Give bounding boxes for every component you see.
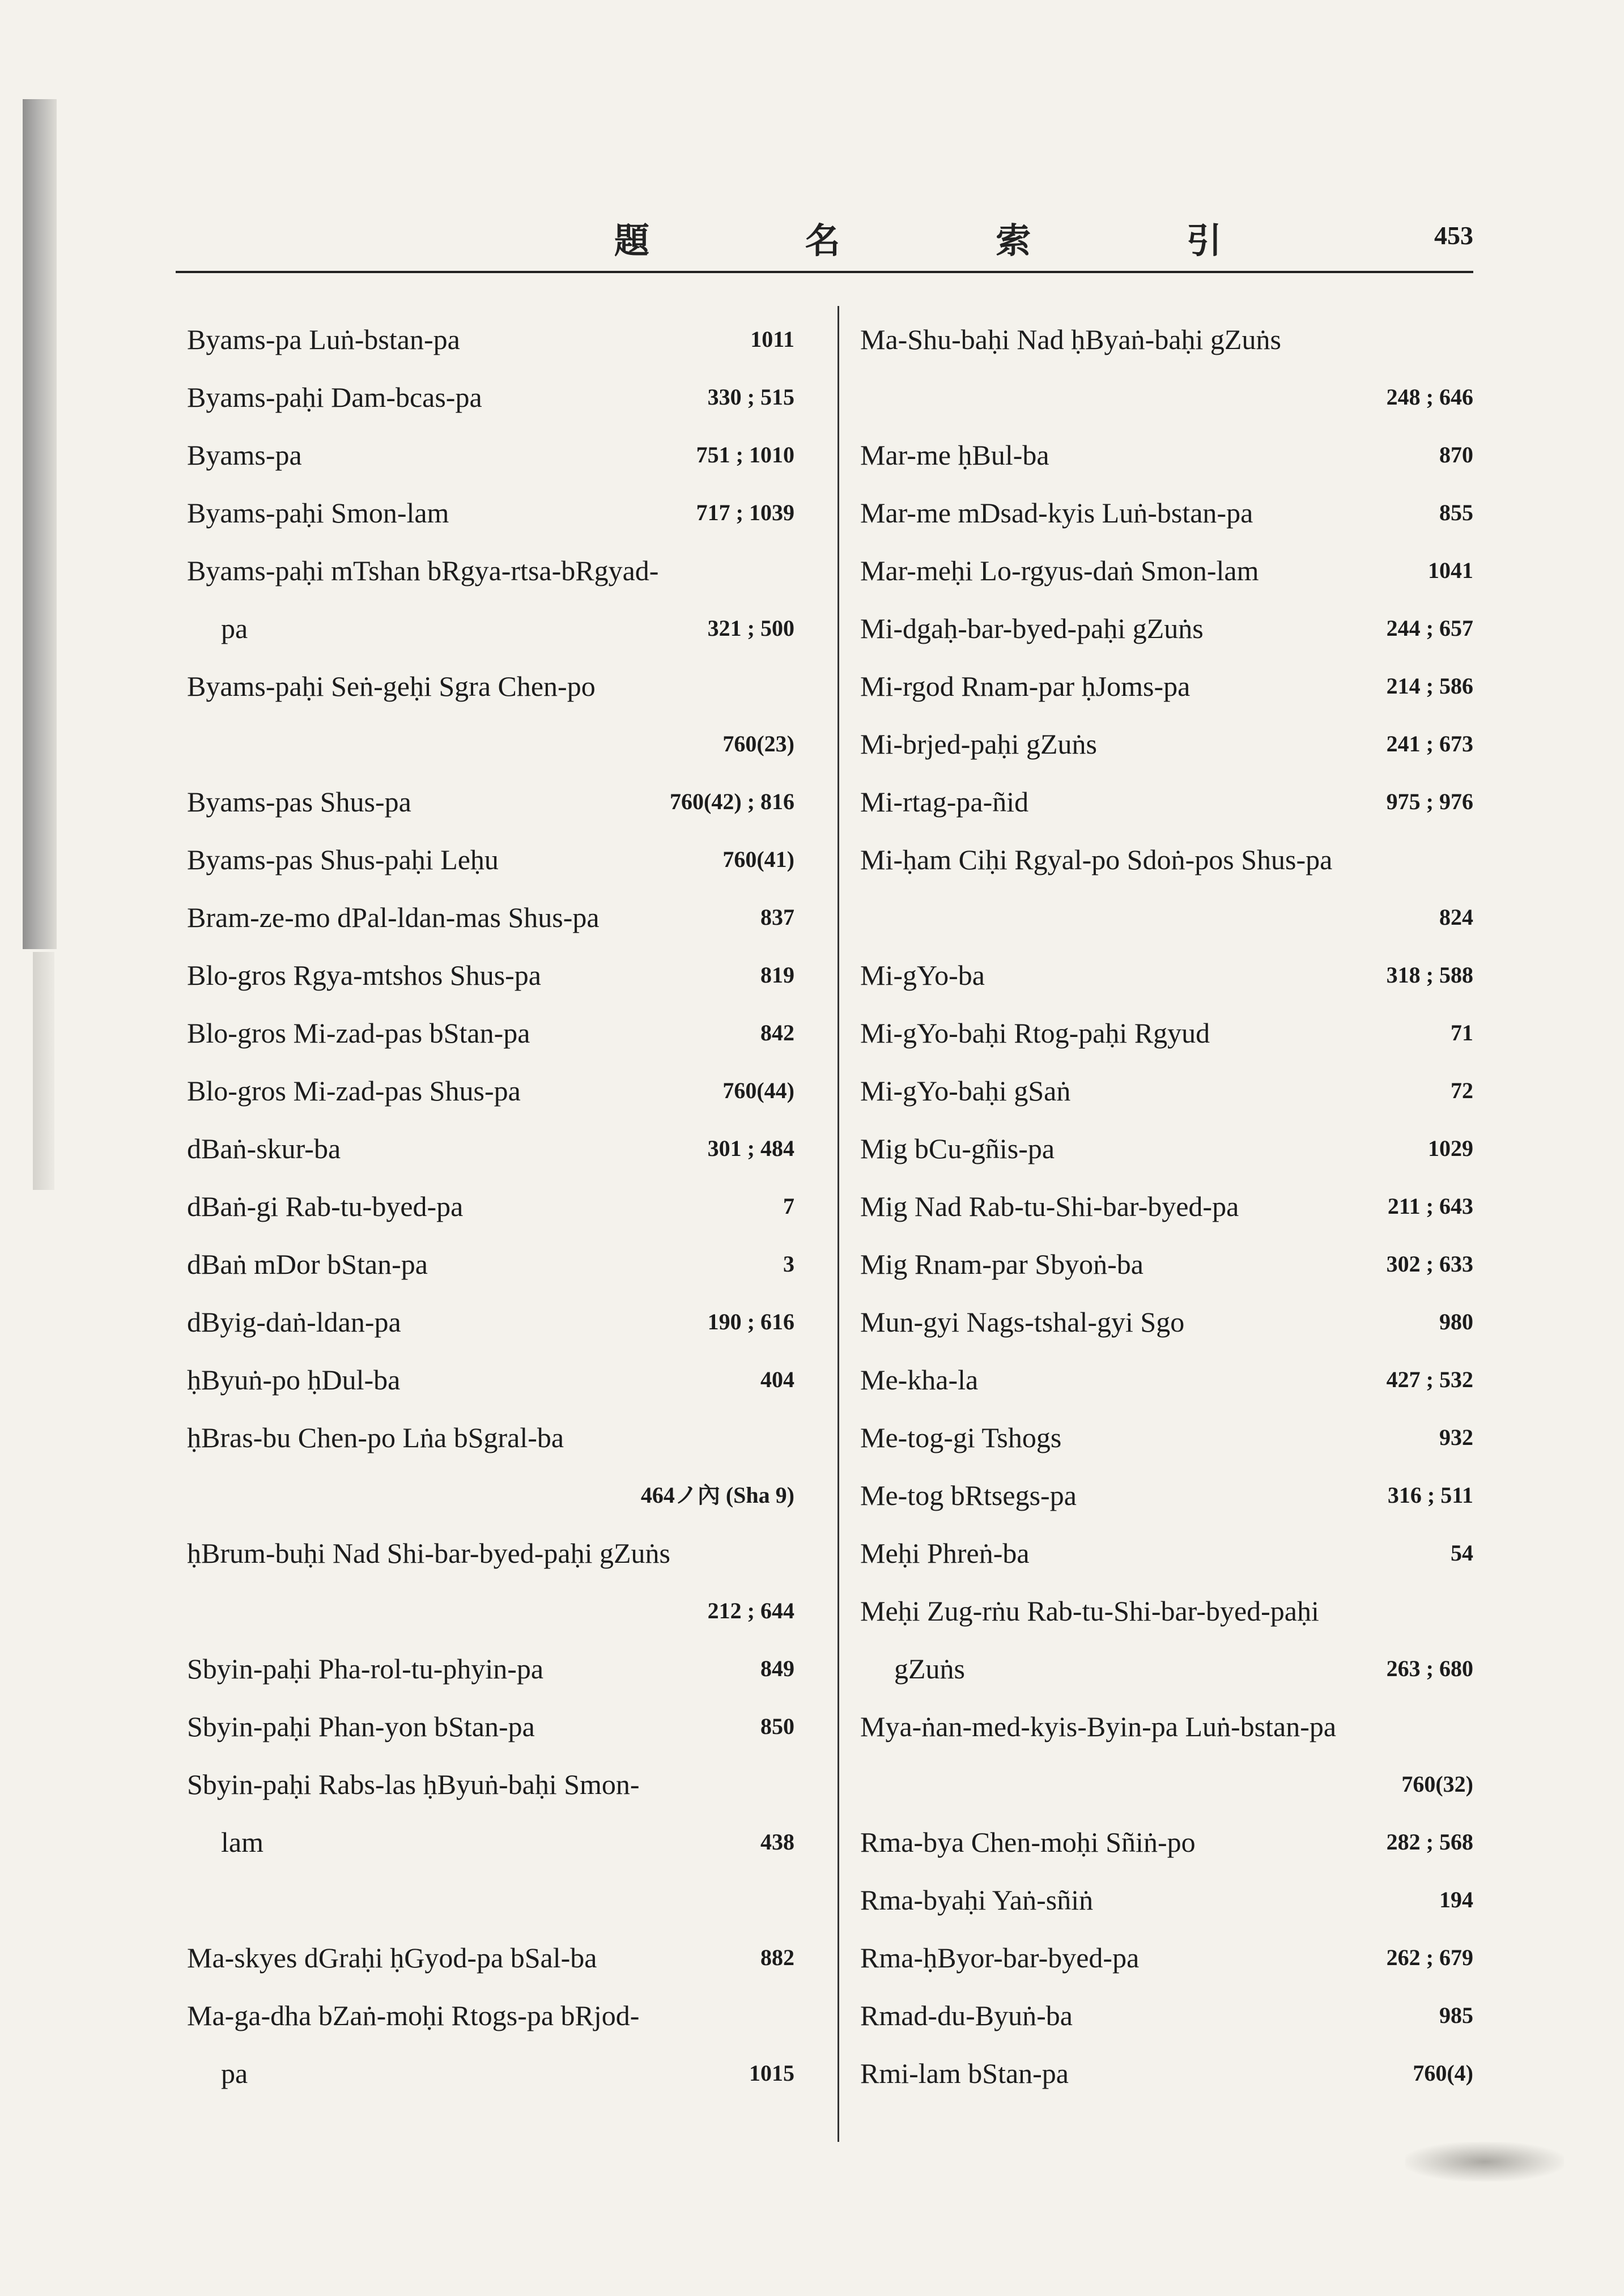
entry-title: dBaṅ-skur-ba xyxy=(187,1133,341,1164)
index-entry xyxy=(860,715,1473,773)
entry-title: pa xyxy=(221,613,248,644)
entry-reference-number: 190 ; 616 xyxy=(707,1309,794,1334)
entry-reference-number: 1041 xyxy=(1428,558,1473,583)
index-entry xyxy=(187,1120,794,1177)
index-entry xyxy=(187,1235,794,1293)
entry-reference-number: 244 ; 657 xyxy=(1386,615,1473,641)
entry-reference-number: 760(32) xyxy=(1401,1771,1473,1797)
entry-reference-number: 850 xyxy=(760,1714,794,1739)
entry-title: Mar-me mDsad-kyis Luṅ-bstan-pa xyxy=(860,497,1253,529)
entry-reference-number: 975 ; 976 xyxy=(1386,789,1473,814)
page-corner-smudge xyxy=(1405,2142,1564,2182)
entry-reference-number: 751 ; 1010 xyxy=(696,442,794,467)
entry-title: Mi-gYo-ba xyxy=(860,959,985,991)
entry-title: dByig-daṅ-ldan-pa xyxy=(187,1306,401,1338)
entry-title: Mig Nad Rab-tu-Shi-bar-byed-pa xyxy=(860,1190,1239,1222)
index-entry-continuation xyxy=(187,2044,794,2102)
entry-title: Ma-skyes dGraḥi ḥGyod-pa bSal-ba xyxy=(187,1942,597,1974)
entry-reference-number: 248 ; 646 xyxy=(1386,384,1473,410)
entry-title: Byams-paḥi Seṅ-geḥi Sgra Chen-po xyxy=(187,670,596,702)
index-entry-continuation xyxy=(187,599,794,657)
entry-title: Me-tog bRtsegs-pa xyxy=(860,1479,1077,1511)
index-entry xyxy=(860,542,1473,599)
index-entry xyxy=(860,1524,1473,1582)
entry-title: Bram-ze-mo dPal-ldan-mas Shus-pa xyxy=(187,902,600,933)
entry-reference-number: 71 xyxy=(1451,1020,1473,1045)
entry-reference-number: 211 ; 643 xyxy=(1387,1193,1473,1219)
index-column-left xyxy=(187,311,794,2102)
index-entry xyxy=(187,946,794,1004)
entry-title: Me-kha-la xyxy=(860,1364,979,1396)
entry-reference-number: 849 xyxy=(760,1656,794,1681)
index-entry xyxy=(187,542,794,599)
entry-reference-number: 321 ; 500 xyxy=(707,615,794,641)
entry-reference-number: 717 ; 1039 xyxy=(696,500,794,525)
entry-title: Rma-bya Chen-moḥi Sñiṅ-po xyxy=(860,1826,1196,1858)
entry-reference-number: 932 xyxy=(1439,1425,1473,1450)
entry-title: Byams-pa xyxy=(187,439,302,471)
entry-reference-number: 985 xyxy=(1439,2002,1473,2028)
entry-title: Sbyin-paḥi Rabs-las ḥByuṅ-baḥi Smon- xyxy=(187,1768,640,1800)
index-entry xyxy=(860,1582,1473,1640)
entry-title: Rmi-lam bStan-pa xyxy=(860,2057,1069,2089)
index-entry xyxy=(860,1293,1473,1351)
entry-reference-number: 316 ; 511 xyxy=(1387,1482,1473,1508)
page-binding-shadow-lower xyxy=(33,952,54,1190)
entry-title: Mi-gYo-baḥi Rtog-paḥi Rgyud xyxy=(860,1017,1210,1049)
running-title-char: 名 xyxy=(805,220,840,261)
entry-reference-number: 263 ; 680 xyxy=(1386,1656,1473,1681)
index-entry xyxy=(860,599,1473,657)
entry-title: Mar-me ḥBul-ba xyxy=(860,439,1049,471)
entry-title: ḥByuṅ-po ḥDul-ba xyxy=(187,1364,401,1396)
entry-title: Mar-meḥi Lo-rgyus-daṅ Smon-lam xyxy=(860,555,1259,586)
index-entry xyxy=(860,1120,1473,1177)
entry-reference-number: 870 xyxy=(1439,442,1473,467)
entry-title: Rmad-du-Byuṅ-ba xyxy=(860,2000,1073,2031)
entry-reference-number: 318 ; 588 xyxy=(1386,962,1473,988)
index-entry xyxy=(860,1062,1473,1120)
index-entry xyxy=(187,657,794,715)
entry-title: Mi-brjed-paḥi gZuṅs xyxy=(860,728,1097,760)
index-entry-continuation xyxy=(860,1755,1473,1813)
index-entry xyxy=(187,1640,794,1698)
entry-reference-number: 842 xyxy=(760,1020,794,1045)
index-entry xyxy=(187,888,794,946)
page-number: 453 xyxy=(1434,221,1473,250)
entry-title: Mi-gYo-baḥi gSaṅ xyxy=(860,1075,1071,1107)
entry-title: Mig Rnam-par Sbyoṅ-ba xyxy=(860,1248,1143,1280)
entry-title: Byams-pas Shus-paḥi Leḥu xyxy=(187,844,499,875)
entry-title: Byams-pas Shus-pa xyxy=(187,786,411,818)
entry-title: lam xyxy=(221,1826,263,1858)
entry-title: Mig bCu-gñis-pa xyxy=(860,1133,1055,1164)
entry-title: Byams-paḥi Dam-bcas-pa xyxy=(187,381,482,413)
index-entry xyxy=(860,946,1473,1004)
entry-reference-number: 72 xyxy=(1451,1078,1473,1103)
index-entry-continuation xyxy=(187,715,794,773)
header-rule xyxy=(176,271,1473,273)
entry-reference-number: 212 ; 644 xyxy=(707,1598,794,1623)
entry-reference-number: 54 xyxy=(1451,1540,1473,1566)
entry-reference-number: 427 ; 532 xyxy=(1386,1367,1473,1392)
entry-reference-number: 760(42) ; 816 xyxy=(670,789,794,814)
index-entry xyxy=(187,1755,794,1813)
entry-reference-number: 824 xyxy=(1439,904,1473,930)
index-entry xyxy=(860,1177,1473,1235)
entry-reference-number: 7 xyxy=(783,1193,794,1219)
entry-reference-number: 302 ; 633 xyxy=(1386,1251,1473,1277)
index-entry xyxy=(860,1409,1473,1466)
entry-title: Blo-gros Mi-zad-pas Shus-pa xyxy=(187,1075,521,1107)
index-entry xyxy=(187,1987,794,2044)
entry-title: Mi-dgaḥ-bar-byed-paḥi gZuṅs xyxy=(860,613,1204,644)
entry-title: Meḥi Phreṅ-ba xyxy=(860,1537,1030,1569)
entry-reference-number: 819 xyxy=(760,962,794,988)
entry-title: Blo-gros Rgya-mtshos Shus-pa xyxy=(187,959,541,991)
entry-title: Ma-Shu-baḥi Nad ḥByaṅ-baḥi gZuṅs xyxy=(860,324,1281,355)
index-entry xyxy=(187,1062,794,1120)
index-entry xyxy=(187,426,794,484)
column-divider xyxy=(837,306,839,2142)
entry-reference-number: 330 ; 515 xyxy=(707,384,794,410)
index-entry-continuation xyxy=(187,1466,794,1524)
entry-reference-number: 262 ; 679 xyxy=(1386,1945,1473,1970)
index-entry xyxy=(860,1235,1473,1293)
index-entry xyxy=(860,2044,1473,2102)
entry-reference-number: 1029 xyxy=(1428,1136,1473,1161)
entry-reference-number: 404 xyxy=(760,1367,794,1392)
entry-reference-number: 980 xyxy=(1439,1309,1473,1334)
entry-title: ḥBrum-buḥi Nad Shi-bar-byed-paḥi gZuṅs xyxy=(187,1537,671,1569)
entry-title: Mya-ṅan-med-kyis-Byin-pa Luṅ-bstan-pa xyxy=(860,1711,1337,1742)
index-entry xyxy=(187,1698,794,1755)
entry-reference-number: 855 xyxy=(1439,500,1473,525)
entry-reference-number: 241 ; 673 xyxy=(1386,731,1473,756)
running-title-char: 索 xyxy=(996,220,1031,261)
running-title xyxy=(606,212,1230,263)
index-entry xyxy=(187,1177,794,1235)
entry-title: Byams-paḥi Smon-lam xyxy=(187,497,449,529)
entry-title: Sbyin-paḥi Phan-yon bStan-pa xyxy=(187,1711,535,1742)
entry-reference-number: 760(44) xyxy=(722,1078,794,1103)
entry-spacer xyxy=(187,1871,794,1929)
entry-title: Meḥi Zug-rṅu Rab-tu-Shi-bar-byed-paḥi xyxy=(860,1595,1319,1627)
index-column-right xyxy=(860,311,1473,2102)
index-entry xyxy=(860,773,1473,831)
index-entry xyxy=(860,426,1473,484)
index-entry xyxy=(860,1813,1473,1871)
index-entry xyxy=(860,311,1473,368)
index-entry xyxy=(187,311,794,368)
entry-reference-number: 882 xyxy=(760,1945,794,1970)
index-entry-continuation xyxy=(860,888,1473,946)
entry-reference-number: 438 xyxy=(760,1829,794,1855)
index-entry xyxy=(187,831,794,888)
index-entry xyxy=(860,1987,1473,2044)
entry-title: Mi-rgod Rnam-par ḥJoms-pa xyxy=(860,670,1191,702)
entry-reference-number: 1015 xyxy=(749,2060,794,2086)
entry-reference-number: 194 xyxy=(1439,1887,1473,1912)
index-entry xyxy=(187,1929,794,1987)
index-entry xyxy=(187,1293,794,1351)
index-entry xyxy=(187,1351,794,1409)
entry-title: Sbyin-paḥi Pha-rol-tu-phyin-pa xyxy=(187,1653,544,1685)
index-entry xyxy=(860,1698,1473,1755)
entry-title: Me-tog-gi Tshogs xyxy=(860,1422,1062,1453)
index-entry-continuation xyxy=(187,1813,794,1871)
index-entry-continuation xyxy=(860,1640,1473,1698)
index-entry-continuation xyxy=(860,368,1473,426)
index-entry xyxy=(187,484,794,542)
entry-title: Ma-ga-dha bZaṅ-moḥi Rtogs-pa bRjod- xyxy=(187,2000,640,2031)
index-entry xyxy=(187,1004,794,1062)
entry-title: ḥBras-bu Chen-po Lṅa bSgral-ba xyxy=(187,1422,564,1453)
index-entry xyxy=(860,831,1473,888)
index-entry xyxy=(187,368,794,426)
entry-reference-number: 3 xyxy=(783,1251,794,1277)
index-entry xyxy=(860,1004,1473,1062)
entry-reference-number: 837 xyxy=(760,904,794,930)
index-entry-continuation xyxy=(187,1582,794,1640)
entry-reference-number: 760(4) xyxy=(1413,2060,1473,2086)
entry-title: Rma-byaḥi Yaṅ-sñiṅ xyxy=(860,1884,1094,1916)
index-entry xyxy=(860,657,1473,715)
entry-title: dBaṅ-gi Rab-tu-byed-pa xyxy=(187,1190,464,1222)
entry-title: Mun-gyi Nags-tshal-gyi Sgo xyxy=(860,1306,1185,1338)
index-entry xyxy=(860,1929,1473,1987)
running-title-char: 引 xyxy=(1186,220,1222,261)
entry-title: Byams-pa Luṅ-bstan-pa xyxy=(187,324,460,355)
running-title-char: 題 xyxy=(614,220,649,261)
entry-reference-number: 1011 xyxy=(750,326,794,352)
running-header xyxy=(176,201,1473,275)
index-entry xyxy=(860,1351,1473,1409)
index-entry xyxy=(187,1409,794,1466)
index-entry xyxy=(860,1466,1473,1524)
entry-reference-number: 301 ; 484 xyxy=(707,1136,794,1161)
entry-title: Mi-ḥam Ciḥi Rgyal-po Sdoṅ-pos Shus-pa xyxy=(860,844,1333,875)
entry-title: Blo-gros Mi-zad-pas bStan-pa xyxy=(187,1017,530,1049)
index-entry xyxy=(860,1871,1473,1929)
entry-title: pa xyxy=(221,2057,248,2089)
entry-title: Rma-ḥByor-bar-byed-pa xyxy=(860,1942,1140,1974)
page-binding-shadow xyxy=(23,99,57,949)
entry-title: Byams-paḥi mTshan bRgya-rtsa-bRgyad- xyxy=(187,555,659,586)
entry-reference-number: 214 ; 586 xyxy=(1386,673,1473,699)
entry-reference-number: 760(41) xyxy=(722,847,794,872)
index-entry xyxy=(860,484,1473,542)
entry-title: gZuṅs xyxy=(894,1653,965,1685)
index-entry xyxy=(187,1524,794,1582)
entry-title: dBaṅ mDor bStan-pa xyxy=(187,1248,428,1280)
index-entry xyxy=(187,773,794,831)
entry-reference-number: 464ノ內 (Sha 9) xyxy=(640,1482,794,1508)
entry-reference-number: 282 ; 568 xyxy=(1386,1829,1473,1855)
entry-reference-number: 760(23) xyxy=(722,731,794,756)
entry-title: Mi-rtag-pa-ñid xyxy=(860,786,1029,818)
